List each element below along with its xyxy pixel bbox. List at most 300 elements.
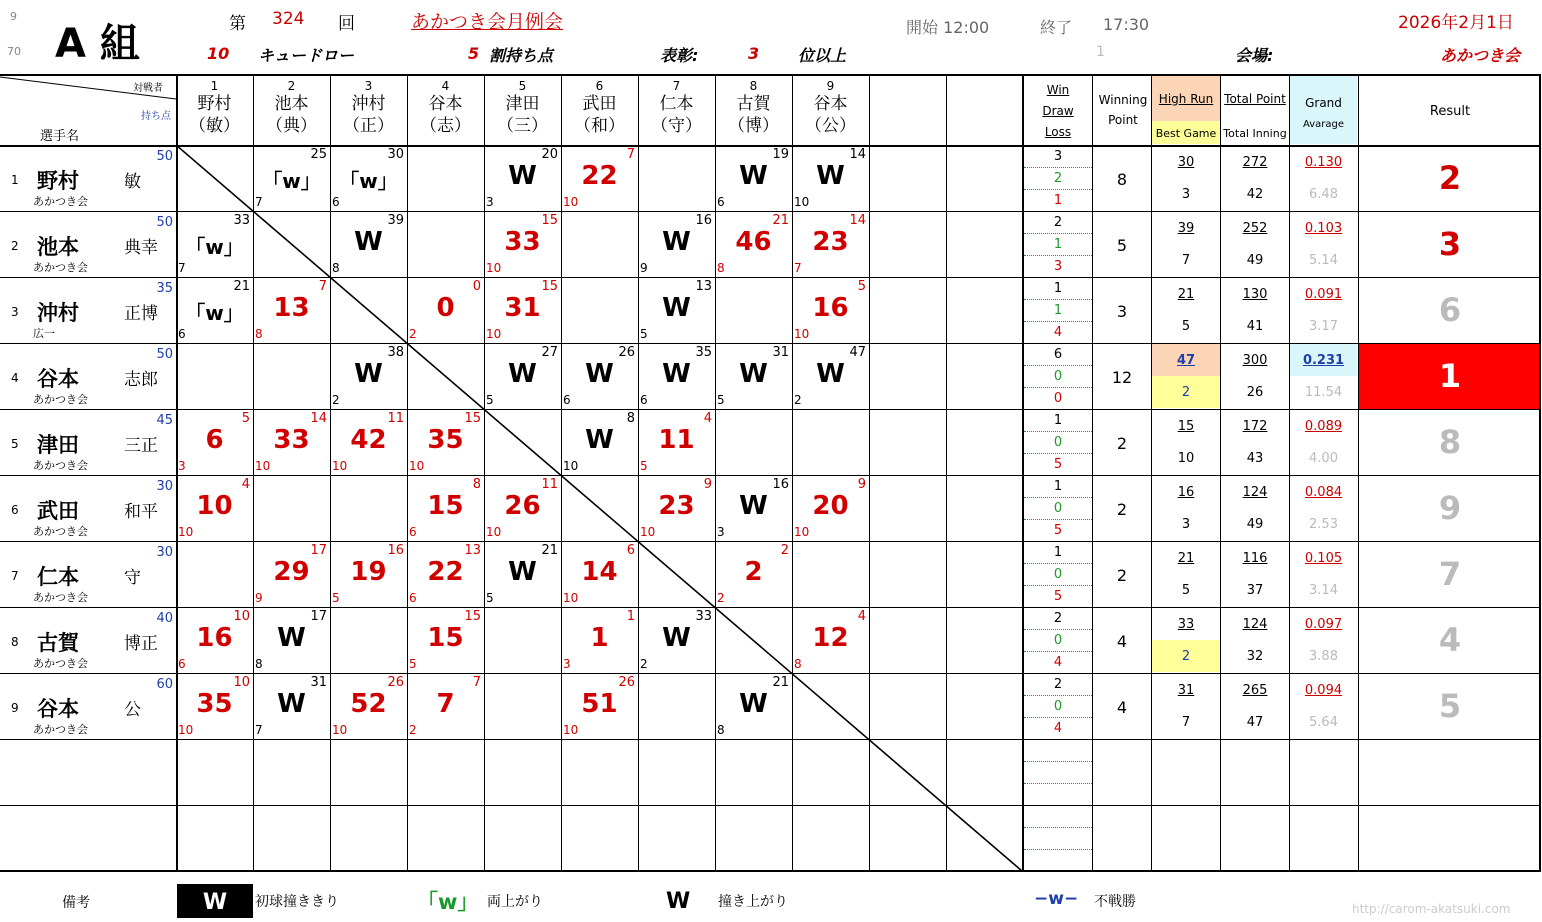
match-score: W xyxy=(354,359,383,389)
match-high-run: 15 xyxy=(541,213,558,228)
match-high-run: 33 xyxy=(695,609,712,624)
win-count: 2 xyxy=(1053,611,1063,626)
high-run: 31 xyxy=(1177,683,1195,698)
match-high-run: 4 xyxy=(857,609,866,624)
match-cell[interactable] xyxy=(792,277,869,343)
final-rank: 4 xyxy=(1438,621,1462,659)
match-cell[interactable] xyxy=(638,607,715,673)
player-club: あかつき会 xyxy=(33,723,88,736)
match-score: 20 xyxy=(812,491,849,521)
opponent-given: （公） xyxy=(805,116,856,136)
player-given-name: 正博 xyxy=(124,304,158,324)
match-innings: 7 xyxy=(255,723,263,737)
match-cell[interactable] xyxy=(484,145,561,211)
opponent-given: （敏） xyxy=(189,116,240,136)
high-run: 15 xyxy=(1177,419,1195,434)
match-score: 13 xyxy=(273,293,310,323)
loss-count: 1 xyxy=(1053,193,1063,208)
legend-w-box-desc: 初球撞ききり xyxy=(255,894,339,910)
opponent-col-4 xyxy=(407,79,484,137)
hidden-value: 1 xyxy=(1096,44,1105,60)
win-count: 1 xyxy=(1053,281,1063,296)
match-innings: 2 xyxy=(640,657,648,671)
match-cell[interactable] xyxy=(176,475,253,541)
match-cell[interactable] xyxy=(792,475,869,541)
match-score: 52 xyxy=(350,689,387,719)
match-high-run: 31 xyxy=(310,675,327,690)
innings: 10 xyxy=(207,44,230,63)
loss-count: 3 xyxy=(1053,259,1063,274)
total-inning: 43 xyxy=(1246,451,1264,466)
match-high-run: 14 xyxy=(310,411,327,426)
total-point: 252 xyxy=(1242,221,1268,236)
match-high-run: 15 xyxy=(464,609,481,624)
match-score: 35 xyxy=(196,689,233,719)
match-high-run: 6 xyxy=(626,543,635,558)
high-run: 21 xyxy=(1177,551,1195,566)
opponent-col-6 xyxy=(561,79,638,137)
match-cell[interactable] xyxy=(253,673,330,739)
match-score: 15 xyxy=(427,491,464,521)
end-label: 終了 xyxy=(1040,18,1073,37)
match-innings: 2 xyxy=(409,723,417,737)
opponent-family: 谷本 xyxy=(813,94,848,114)
match-high-run: 35 xyxy=(695,345,712,360)
match-score: W xyxy=(508,557,537,587)
wdl-header xyxy=(1024,80,1092,143)
legend-w-blue-desc: 不戦勝 xyxy=(1094,894,1136,910)
award-label: 表彰: xyxy=(660,46,699,65)
match-innings: 6 xyxy=(178,327,186,341)
opponent-given: （和） xyxy=(574,116,625,136)
average-per-inning: 6.48 xyxy=(1309,187,1338,202)
final-rank: 6 xyxy=(1438,291,1462,329)
high-run: 16 xyxy=(1177,485,1195,500)
wdl-loss-label: Loss xyxy=(1044,125,1072,139)
total-inning: 47 xyxy=(1246,715,1264,730)
player-handicap: 50 xyxy=(156,347,173,362)
total-point: 272 xyxy=(1242,155,1268,170)
match-score: 11 xyxy=(658,425,695,455)
group-title: A 組 xyxy=(55,21,140,67)
best-game: 5 xyxy=(1181,583,1191,598)
match-innings: 5 xyxy=(640,327,648,341)
match-cell[interactable] xyxy=(715,343,792,409)
match-score: W xyxy=(739,161,768,191)
grand-average: 0.130 xyxy=(1304,155,1343,170)
session-number: 324 xyxy=(272,9,305,29)
match-score: W xyxy=(354,227,383,257)
average-per-inning: 3.14 xyxy=(1309,583,1338,598)
match-cell[interactable] xyxy=(407,277,484,343)
opponent-number: 5 xyxy=(518,79,527,93)
draw-count: 0 xyxy=(1053,369,1063,384)
match-cell[interactable] xyxy=(638,409,715,475)
match-cell[interactable] xyxy=(407,673,484,739)
opponent-family: 仁本 xyxy=(659,94,694,114)
match-high-run: 14 xyxy=(849,213,866,228)
player-given-name: 和平 xyxy=(124,502,158,522)
match-score: 46 xyxy=(735,227,772,257)
match-innings: 3 xyxy=(178,459,186,473)
match-innings: 8 xyxy=(255,657,263,671)
player-family-name: 武田 xyxy=(37,499,79,523)
opponent-family: 沖村 xyxy=(351,94,386,114)
match-cell[interactable] xyxy=(176,211,253,277)
loss-count: 0 xyxy=(1053,391,1063,406)
opponent-label: 対戦者 xyxy=(133,83,163,94)
match-high-run: 11 xyxy=(541,477,558,492)
grand-average-header xyxy=(1290,92,1357,136)
match-innings: 6 xyxy=(178,657,186,671)
total-point: 124 xyxy=(1242,485,1268,500)
match-score: 12 xyxy=(812,623,849,653)
match-cell[interactable] xyxy=(484,475,561,541)
match-high-run: 9 xyxy=(703,477,712,492)
match-innings: 7 xyxy=(794,261,802,275)
best-game: 10 xyxy=(1177,451,1195,466)
match-cell[interactable] xyxy=(792,607,869,673)
match-score: W xyxy=(662,293,691,323)
player-number: 6 xyxy=(11,503,19,517)
match-cell[interactable] xyxy=(484,211,561,277)
match-cell[interactable] xyxy=(253,145,330,211)
opponent-given: （守） xyxy=(651,116,702,136)
winning-point: 2 xyxy=(1116,500,1128,519)
winning-point-label-1: Winning xyxy=(1098,93,1148,107)
opponent-number: 2 xyxy=(287,79,296,93)
opponent-given: （正） xyxy=(343,116,394,136)
match-cell[interactable] xyxy=(407,607,484,673)
match-innings: 10 xyxy=(332,723,348,737)
player-number: 5 xyxy=(11,437,19,451)
match-score: 33 xyxy=(273,425,310,455)
match-score: W xyxy=(585,359,614,389)
event-title[interactable]: あかつき会月例会 xyxy=(411,11,564,33)
match-cell[interactable] xyxy=(330,211,407,277)
match-score: 22 xyxy=(427,557,464,587)
opponent-family: 古賀 xyxy=(736,94,771,114)
match-cell[interactable] xyxy=(792,211,869,277)
player-given-name: 敏 xyxy=(124,172,141,192)
opponent-col-8 xyxy=(715,79,792,137)
match-innings: 10 xyxy=(794,525,810,539)
legend-w-green: 「w」 xyxy=(417,890,479,914)
match-cell[interactable] xyxy=(638,343,715,409)
match-score: 「w」 xyxy=(262,169,321,193)
match-cell[interactable] xyxy=(176,673,253,739)
opponent-number: 8 xyxy=(749,79,758,93)
match-score: 23 xyxy=(658,491,695,521)
match-innings: 2 xyxy=(332,393,340,407)
match-cell[interactable] xyxy=(561,343,638,409)
venue: あかつき会 xyxy=(1440,46,1521,65)
ratio-label: 割持ち点 xyxy=(489,46,554,65)
winning-point: 8 xyxy=(1116,170,1128,189)
average-per-inning: 4.00 xyxy=(1309,451,1338,466)
player-handicap: 30 xyxy=(156,545,173,560)
opponent-col-3 xyxy=(330,79,407,137)
match-high-run: 2 xyxy=(780,543,789,558)
match-cell[interactable] xyxy=(176,277,253,343)
player-number: 2 xyxy=(11,239,19,253)
total-point: 300 xyxy=(1242,353,1268,368)
match-score: 42 xyxy=(350,425,387,455)
high-run: 47 xyxy=(1176,353,1196,368)
match-score: W xyxy=(816,161,845,191)
opponent-family: 武田 xyxy=(582,94,617,114)
match-score: 10 xyxy=(196,491,233,521)
match-innings: 3 xyxy=(486,195,494,209)
opponent-number: 9 xyxy=(826,79,835,93)
session-kai: 回 xyxy=(338,14,355,34)
match-high-run: 0 xyxy=(472,279,481,294)
best-game: 7 xyxy=(1181,253,1191,268)
match-cell[interactable] xyxy=(176,607,253,673)
best-game-header: Best Game xyxy=(1155,127,1217,140)
final-rank: 1 xyxy=(1438,357,1462,395)
opponent-number: 6 xyxy=(595,79,604,93)
draw-count: 0 xyxy=(1053,633,1063,648)
match-cell[interactable] xyxy=(407,409,484,475)
match-innings: 2 xyxy=(794,393,802,407)
average-per-inning: 3.17 xyxy=(1309,319,1338,334)
match-cell[interactable] xyxy=(561,145,638,211)
match-high-run: 14 xyxy=(849,147,866,162)
match-cell[interactable] xyxy=(484,343,561,409)
match-cell[interactable] xyxy=(638,277,715,343)
match-high-run: 5 xyxy=(857,279,866,294)
match-innings: 2 xyxy=(717,591,725,605)
winning-point: 5 xyxy=(1116,236,1128,255)
match-innings: 8 xyxy=(332,261,340,275)
match-score: 22 xyxy=(581,161,618,191)
match-cell[interactable] xyxy=(484,541,561,607)
player-handicap: 60 xyxy=(156,677,173,692)
player-club: あかつき会 xyxy=(33,657,88,670)
player-family-name: 津田 xyxy=(37,433,79,457)
match-cell[interactable] xyxy=(330,409,407,475)
match-cell[interactable] xyxy=(176,409,253,475)
grand-average: 0.089 xyxy=(1304,419,1343,434)
match-cell[interactable] xyxy=(484,277,561,343)
player-club: 広一 xyxy=(33,327,55,340)
opponent-family: 野村 xyxy=(197,94,232,114)
draw-count: 0 xyxy=(1053,699,1063,714)
match-cell[interactable] xyxy=(561,541,638,607)
match-innings: 7 xyxy=(255,195,263,209)
match-score: 16 xyxy=(196,623,233,653)
wdl-draw-label: Draw xyxy=(1042,104,1074,118)
player-club: あかつき会 xyxy=(33,393,88,406)
total-point-header: Total Point xyxy=(1224,92,1286,106)
result-header: Result xyxy=(1429,104,1471,119)
match-high-run: 26 xyxy=(618,345,635,360)
match-cell[interactable] xyxy=(407,541,484,607)
win-count: 3 xyxy=(1053,149,1063,164)
player-family-name: 古賀 xyxy=(37,631,79,655)
final-rank: 2 xyxy=(1438,159,1462,197)
match-cell[interactable] xyxy=(253,541,330,607)
match-score: 「w」 xyxy=(185,235,244,259)
average-per-inning: 3.88 xyxy=(1309,649,1338,664)
match-score: 14 xyxy=(581,557,618,587)
player-given-name: 公 xyxy=(124,700,141,720)
match-cell[interactable] xyxy=(253,277,330,343)
opponent-col-7 xyxy=(638,79,715,137)
match-score: W xyxy=(816,359,845,389)
win-count: 1 xyxy=(1053,545,1063,560)
opponent-col-5 xyxy=(484,79,561,137)
player-number: 3 xyxy=(11,305,19,319)
winning-point: 2 xyxy=(1116,434,1128,453)
winning-point-header xyxy=(1094,90,1152,130)
match-high-run: 9 xyxy=(857,477,866,492)
match-cell[interactable] xyxy=(715,673,792,739)
match-innings: 5 xyxy=(332,591,340,605)
total-point: 130 xyxy=(1242,287,1268,302)
date: 2026年2月1日 xyxy=(1398,13,1514,33)
best-game: 2 xyxy=(1181,385,1191,400)
legend-w-plain-desc: 撞き上がり xyxy=(718,894,788,910)
match-cell[interactable] xyxy=(715,475,792,541)
match-cell[interactable] xyxy=(330,541,407,607)
winning-point: 2 xyxy=(1116,566,1128,585)
match-innings: 10 xyxy=(486,525,502,539)
winning-point: 12 xyxy=(1111,368,1133,387)
loss-count: 4 xyxy=(1053,655,1063,670)
player-handicap: 40 xyxy=(156,611,173,626)
opponent-number: 7 xyxy=(672,79,681,93)
grand-average: 0.103 xyxy=(1304,221,1343,236)
match-cell[interactable] xyxy=(330,343,407,409)
match-high-run: 30 xyxy=(387,147,404,162)
match-score: 1 xyxy=(590,623,609,653)
match-innings: 5 xyxy=(717,393,725,407)
match-high-run: 10 xyxy=(233,675,250,690)
legend-w-green-desc: 両上がり xyxy=(487,894,543,910)
match-innings: 8 xyxy=(717,723,725,737)
loss-count: 5 xyxy=(1053,523,1063,538)
player-given-name: 典幸 xyxy=(124,238,158,258)
match-high-run: 7 xyxy=(472,675,481,690)
total-point: 172 xyxy=(1242,419,1268,434)
final-rank: 8 xyxy=(1438,423,1462,461)
average-per-inning: 2.53 xyxy=(1309,517,1338,532)
match-cell[interactable] xyxy=(715,541,792,607)
match-score: W xyxy=(508,359,537,389)
match-high-run: 13 xyxy=(464,543,481,558)
match-innings: 5 xyxy=(486,591,494,605)
match-cell[interactable] xyxy=(561,673,638,739)
opponent-col-9 xyxy=(792,79,869,137)
match-high-run: 15 xyxy=(541,279,558,294)
match-cell[interactable] xyxy=(330,145,407,211)
match-high-run: 13 xyxy=(695,279,712,294)
match-high-run: 1 xyxy=(626,609,635,624)
match-cell[interactable] xyxy=(638,475,715,541)
player-number: 8 xyxy=(11,635,19,649)
total-inning: 26 xyxy=(1246,385,1264,400)
loss-count: 4 xyxy=(1053,721,1063,736)
match-cell[interactable] xyxy=(792,343,869,409)
draw-count: 1 xyxy=(1053,237,1063,252)
player-club: あかつき会 xyxy=(33,591,88,604)
match-cell[interactable] xyxy=(330,673,407,739)
match-cell[interactable] xyxy=(253,607,330,673)
session-dai: 第 xyxy=(229,14,246,34)
opponent-family: 谷本 xyxy=(428,94,463,114)
match-cell[interactable] xyxy=(638,211,715,277)
final-rank: 7 xyxy=(1438,555,1462,593)
match-high-run: 21 xyxy=(772,213,789,228)
high-run: 21 xyxy=(1177,287,1195,302)
match-score: W xyxy=(662,359,691,389)
win-count: 2 xyxy=(1053,677,1063,692)
grand-average: 0.094 xyxy=(1304,683,1343,698)
grand-average: 0.091 xyxy=(1304,287,1343,302)
site-url[interactable]: http://carom-akatsuki.com xyxy=(1352,902,1511,916)
match-score: W xyxy=(662,227,691,257)
high-run: 39 xyxy=(1177,221,1195,236)
match-innings: 6 xyxy=(717,195,725,209)
opponent-given: （典） xyxy=(266,116,317,136)
match-high-run: 17 xyxy=(310,543,327,558)
match-cell[interactable] xyxy=(407,475,484,541)
win-count: 2 xyxy=(1053,215,1063,230)
match-innings: 7 xyxy=(178,261,186,275)
match-innings: 8 xyxy=(717,261,725,275)
final-rank: 5 xyxy=(1438,687,1462,725)
match-innings: 2 xyxy=(409,327,417,341)
match-cell[interactable] xyxy=(253,409,330,475)
match-score: W xyxy=(585,425,614,455)
grand-average: 0.084 xyxy=(1304,485,1343,500)
winning-point-label-2: Point xyxy=(1108,113,1138,127)
match-score: 「w」 xyxy=(339,169,398,193)
match-score: 26 xyxy=(504,491,541,521)
wdl-win-label: Win xyxy=(1046,83,1070,97)
match-cell[interactable] xyxy=(561,607,638,673)
match-cell[interactable] xyxy=(561,409,638,475)
match-innings: 8 xyxy=(255,327,263,341)
start-time: 開始 12:00 xyxy=(906,18,990,37)
draw-count: 0 xyxy=(1053,501,1063,516)
match-high-run: 7 xyxy=(626,147,635,162)
match-high-run: 5 xyxy=(241,411,250,426)
final-rank: 9 xyxy=(1438,489,1462,527)
match-score: 33 xyxy=(504,227,541,257)
row-marker-bottom: 70 xyxy=(7,45,21,58)
match-cell[interactable] xyxy=(715,145,792,211)
match-innings: 6 xyxy=(563,393,571,407)
player-given-name: 博正 xyxy=(124,634,158,654)
legend-w-box: W xyxy=(177,884,253,918)
end-time: 17:30 xyxy=(1103,15,1150,34)
total-inning: 42 xyxy=(1246,187,1264,202)
match-innings: 6 xyxy=(409,591,417,605)
match-cell[interactable] xyxy=(715,211,792,277)
match-cell[interactable] xyxy=(792,145,869,211)
match-high-run: 7 xyxy=(318,279,327,294)
player-number: 4 xyxy=(11,371,19,385)
match-innings: 10 xyxy=(640,525,656,539)
match-high-run: 21 xyxy=(772,675,789,690)
match-innings: 8 xyxy=(794,657,802,671)
win-count: 1 xyxy=(1053,413,1063,428)
best-game: 2 xyxy=(1181,649,1191,664)
draw-count: 0 xyxy=(1053,567,1063,582)
